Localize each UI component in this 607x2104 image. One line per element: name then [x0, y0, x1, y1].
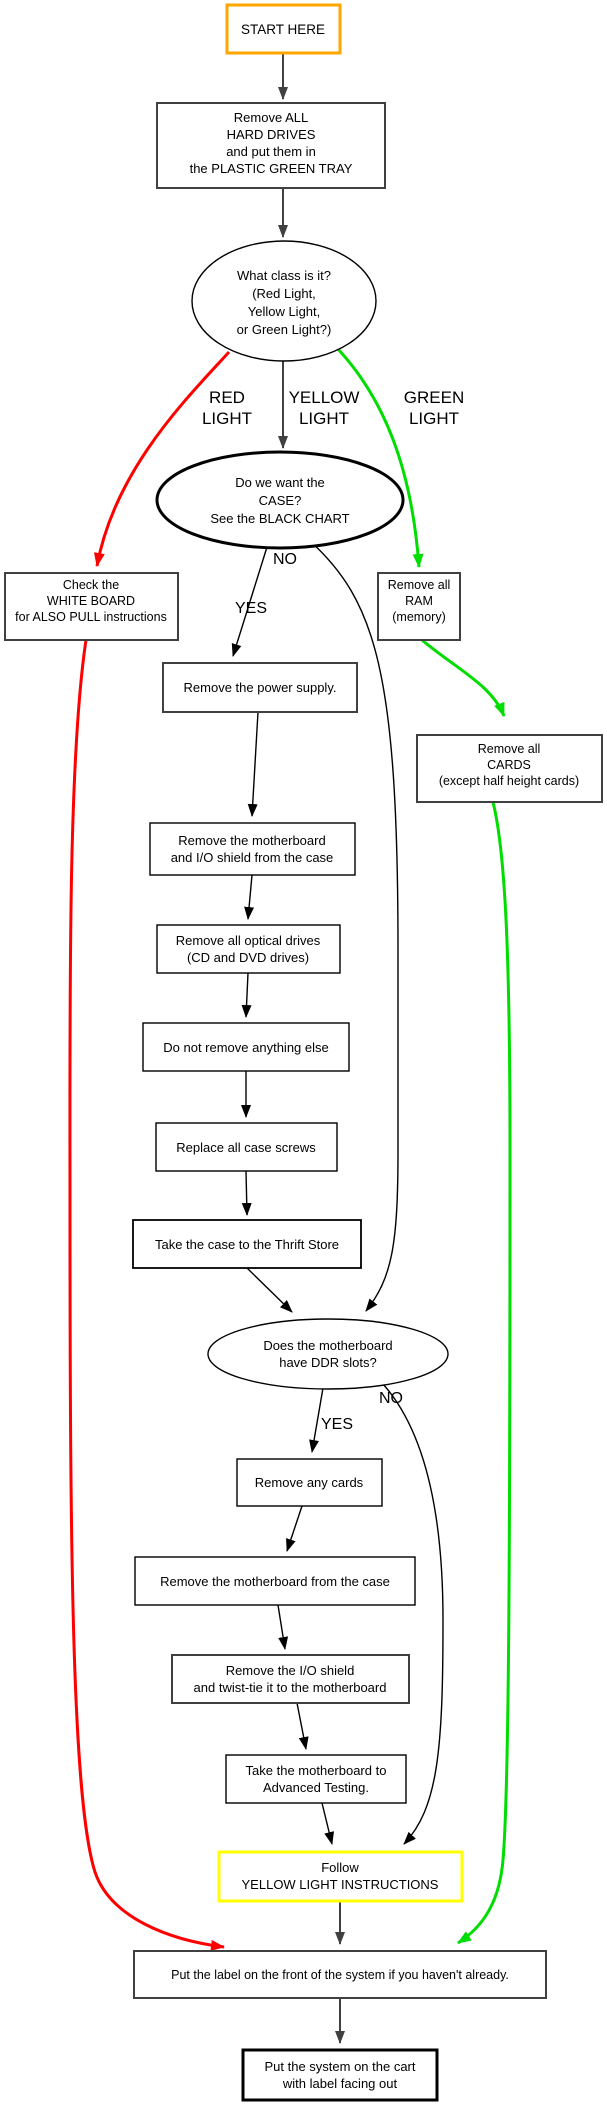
- remove-mobo-shield-line2: and I/O shield from the case: [170, 850, 334, 865]
- remove-ram-line2: RAM: [405, 594, 433, 608]
- node-what-class-decision: [192, 241, 376, 361]
- node-start-here: [227, 5, 340, 53]
- case-to-thrift-store-label: Take the case to the Thrift Store: [154, 1237, 340, 1252]
- case-yes-label: YES: [234, 600, 268, 617]
- edge-power-to-moboshield: [252, 712, 258, 816]
- remove-mobo-shield-box: [150, 823, 355, 875]
- edge-label-yellow-light: [289, 388, 360, 428]
- edge-optical-to-nothing: [246, 973, 248, 1017]
- node-ddr-slots-decision: [208, 1319, 448, 1389]
- node-replace-case-screws: [156, 1123, 337, 1171]
- remove-hard-drives-line2: HARD DRIVES: [226, 127, 316, 142]
- remove-optical-drives-line1: Remove all optical drives: [175, 933, 321, 948]
- node-remove-io-shield-twist-tie: [172, 1655, 409, 1703]
- node-do-not-remove-else: [143, 1023, 349, 1071]
- remove-optical-drives-line2: (CD and DVD drives): [186, 950, 310, 965]
- edge-thrift-to-ddr: [247, 1268, 292, 1312]
- what-class-line3: Yellow Light,: [247, 304, 321, 319]
- remove-power-supply-label: Remove the power supply.: [183, 680, 337, 695]
- remove-io-shield-line2: and twist-tie it to the motherboard: [193, 1680, 387, 1695]
- red-light-label-line1: RED: [209, 388, 245, 407]
- remove-any-cards-label: Remove any cards: [254, 1475, 364, 1490]
- case-no-label: NO: [273, 551, 297, 568]
- ddr-slots-ellipse: [208, 1319, 448, 1389]
- edge-mobocase-to-iotwist: [278, 1605, 285, 1649]
- node-remove-hard-drives: [157, 103, 385, 188]
- node-remove-ram: [378, 573, 460, 640]
- check-whiteboard-line1: Check the: [62, 578, 120, 592]
- green-light-label-line2: LIGHT: [408, 409, 460, 428]
- what-class-ellipse: [192, 241, 376, 361]
- ddr-no-label: NO: [379, 1390, 403, 1407]
- what-class-line2: (Red Light,: [252, 286, 316, 301]
- remove-mobo-from-case-label: Remove the motherboard from the case: [160, 1574, 390, 1589]
- do-not-remove-else-label: Do not remove anything else: [163, 1040, 329, 1055]
- edge-label-red-light: [202, 388, 252, 428]
- edge-moboshield-to-optical: [248, 875, 252, 919]
- yellow-light-label-line1: YELLOW: [288, 388, 360, 407]
- want-case-line3: See the BLACK CHART: [210, 511, 350, 526]
- system-on-cart-line2: with label facing out: [282, 2076, 398, 2091]
- node-advanced-testing: [226, 1755, 406, 1803]
- remove-cards-line3: (except half height cards): [438, 774, 580, 788]
- system-on-cart-line1: Put the system on the cart: [264, 2059, 416, 2074]
- remove-mobo-shield-line1: Remove the motherboard: [178, 833, 326, 848]
- node-case-to-thrift-store: [133, 1220, 361, 1268]
- edge-ram-to-cards: [422, 640, 504, 716]
- remove-cards-line1: Remove all: [477, 742, 541, 756]
- node-system-on-cart: [243, 2050, 437, 2100]
- advanced-testing-line2: Advanced Testing.: [263, 1780, 369, 1795]
- follow-yellow-line2: YELLOW LIGHT INSTRUCTIONS: [241, 1877, 439, 1892]
- yellow-light-label-line2: LIGHT: [298, 409, 350, 428]
- node-remove-mobo-from-case: [135, 1557, 415, 1605]
- remove-hard-drives-line1: Remove ALL: [233, 110, 309, 125]
- ddr-slots-line2: have DDR slots?: [279, 1355, 377, 1370]
- red-light-label-line2: LIGHT: [201, 409, 253, 428]
- what-class-line1: What class is it?: [237, 268, 331, 283]
- edge-screws-to-thrift: [246, 1171, 247, 1215]
- green-light-label-line1: GREEN: [403, 388, 465, 407]
- advanced-testing-line1: Take the motherboard to: [245, 1763, 387, 1778]
- node-remove-any-cards: [237, 1459, 382, 1506]
- node-put-label-on-front: [134, 1951, 546, 1998]
- put-label-on-front-label: Put the label on the front of the system if you haven't already.: [171, 1968, 509, 1982]
- edge-label-green-light: [404, 388, 464, 428]
- remove-cards-line2: CARDS: [487, 758, 531, 772]
- follow-yellow-line1: Follow: [321, 1860, 359, 1875]
- system-on-cart-box: [243, 2050, 437, 2100]
- ddr-yes-label: YES: [320, 1416, 354, 1433]
- want-case-line2: CASE?: [258, 493, 302, 508]
- edge-anycards-to-mobocase: [287, 1506, 302, 1551]
- node-check-whiteboard: [5, 573, 178, 640]
- edge-cards-to-labelfront: [458, 802, 510, 1943]
- node-remove-cards: [417, 735, 602, 802]
- check-whiteboard-line2: WHITE BOARD: [46, 594, 136, 608]
- remove-ram-line3: (memory): [392, 610, 446, 624]
- remove-ram-line1: Remove all: [387, 578, 451, 592]
- edge-iotwist-to-advtesting: [297, 1703, 306, 1749]
- want-case-line1: Do we want the: [235, 475, 325, 490]
- ddr-slots-line1: Does the motherboard: [263, 1338, 393, 1353]
- edge-advtesting-to-follow: [322, 1803, 332, 1844]
- remove-io-shield-line1: Remove the I/O shield: [225, 1663, 355, 1678]
- what-class-line4: or Green Light?): [236, 322, 332, 337]
- check-whiteboard-line3: for ALSO PULL instructions: [15, 610, 167, 624]
- start-here-label: START HERE: [240, 22, 326, 37]
- node-want-case-decision: [157, 452, 403, 548]
- node-remove-optical-drives: [157, 925, 340, 973]
- remove-hard-drives-line4: the PLASTIC GREEN TRAY: [189, 161, 353, 176]
- node-follow-yellow-instructions: [219, 1852, 462, 1901]
- replace-case-screws-label: Replace all case screws: [176, 1140, 316, 1155]
- node-remove-mobo-shield: [150, 823, 355, 875]
- remove-hard-drives-line3: and put them in: [226, 144, 316, 159]
- node-remove-power-supply: [163, 663, 357, 712]
